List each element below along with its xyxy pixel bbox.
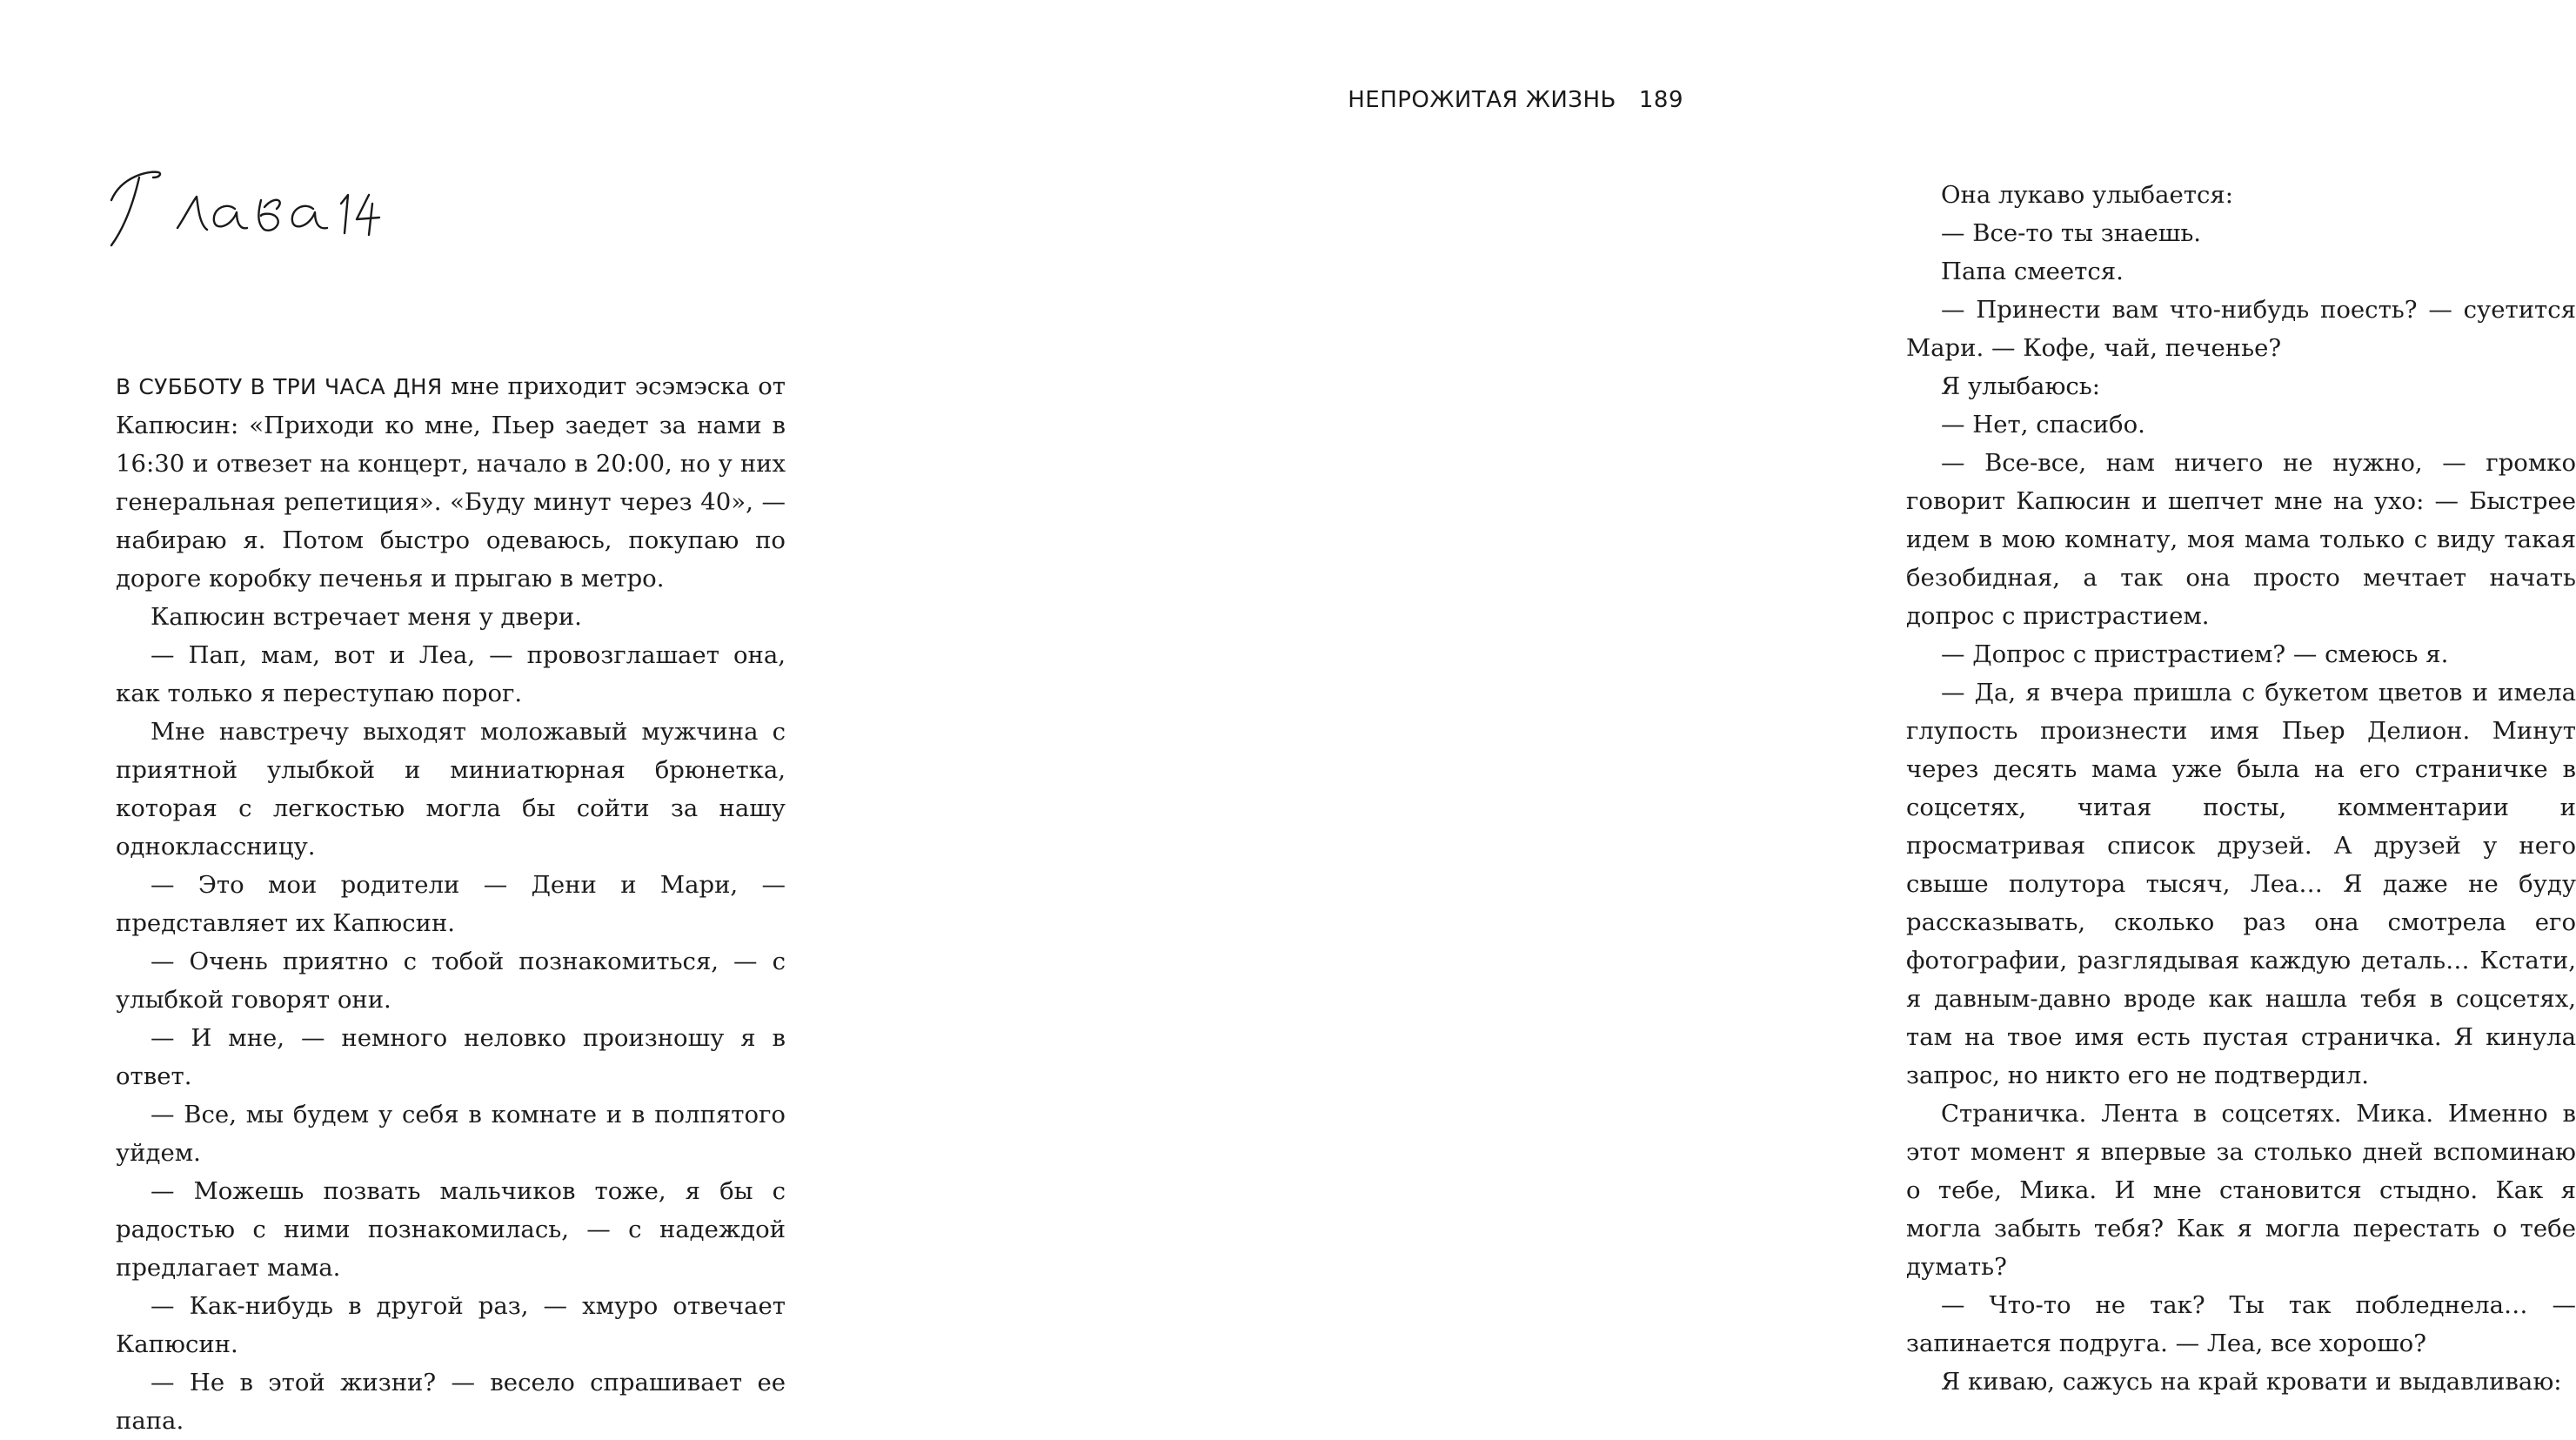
paragraph: — Нет, спасибо. [1941,411,2145,439]
paragraph: — Это мои родители — Дени и Мари, — представляет их Капюсин. [116,871,786,937]
paragraph: — Да, я вчера пришла с букетом цветов и имела глупость произнести имя Пьер Делион. Минут через десять мама уже была на его страничке в соцсетях, читая посты, комментарии и просматривая список друзей. А друзей у него свыше полутора тысяч, Леа… Я даже не буду рассказывать, сколько раз она смотрела его фотографии, разглядывая каждую деталь… Кстати, я давным-давно вроде как нашла тебя в соцсетях, там на твое имя есть пустая страничка. Я кинула запрос, но никто его не подтвердил. [1906,679,2576,1089]
paragraph: Я улыбаюсь: [1941,372,2101,400]
page-number: 189 [1638,87,1683,113]
paragraph: — Допрос с пристрастием? — смеюсь я. [1941,640,2449,668]
running-head [1348,87,1683,113]
paragraph: — Что-то не так? Ты так побледнела… — запинается подруга. — Леа, все хорошо? [1906,1291,2576,1357]
left-page [0,0,891,1435]
paragraph: — Все-то ты знаешь. [1941,219,2202,247]
opening-paragraph [116,367,786,598]
paragraph: — Очень приятно с тобой познакомиться, — с улыбкой говорят они. [116,948,786,1014]
paragraph: Она лукаво улыбается: [1941,181,2234,209]
paragraph: Я киваю, сажусь на край кровати и выдавливаю: [1941,1368,2562,1396]
chapter-heading-script [104,165,383,261]
opening-paragraph-text: мне приходит эсэмэска от Капюсин: «Приходи ко мне, Пьер заедет за нами в 16:30 и отвезет на концерт, начало в 20:00, но у них генеральная репетиция». «Буду минут через 40», — набираю я. Потом быстро одеваюсь, покупаю по дороге коробку печенья и прыгаю в метро. [116,372,786,593]
running-head-title: НЕПРОЖИТАЯ ЖИЗНЬ [1348,87,1616,113]
paragraph: Страничка. Лента в соцсетях. Мика. Именно в этот момент я впервые за столько дней вспоминаю о тебе, Мика. И мне становится стыдно. Как я могла забыть тебя? Как я могла перестать о тебе думать? [1906,1100,2576,1281]
paragraph: — Как-нибудь в другой раз, — хмуро отвечает Капюсин. [116,1292,786,1358]
chapter-heading [104,165,383,261]
paragraph: — Не в этой жизни? — весело спрашивает ее папа. [116,1369,786,1435]
lead-caps: В СУББОТУ В ТРИ ЧАСА ДНЯ [116,374,443,399]
paragraph: — Принести вам что-нибудь поесть? — суетится Мари. — Кофе, чай, печенье? [1906,296,2576,362]
right-page-text [1906,176,2576,1401]
left-page-text [116,367,786,1440]
paragraph: — Все, мы будем у себя в комнате и в полпятого уйдем. [116,1101,786,1167]
paragraph: Мне навстречу выходят моложавый мужчина с приятной улыбкой и миниатюрная брюнетка, которая с легкостью могла бы сойти за нашу одноклассницу. [116,718,786,861]
paragraph: Капюсин встречает меня у двери. [151,603,582,631]
paragraph: Папа смеется. [1941,258,2124,285]
paragraph: — Пап, мам, вот и Леа, — провозглашает она, как только я переступаю порог. [116,641,786,707]
paragraph: — Можешь позвать мальчиков тоже, я бы с радостью с ними познакомилась, — с надеждой предлагает мама. [116,1177,786,1282]
right-page [891,0,2576,1425]
paragraph: — Все-все, нам ничего не нужно, — громко говорит Капюсин и шепчет мне на ухо: — Быстрее идем в мою комнату, моя мама только с виду такая безобидная, а так она просто мечтает начать допрос с пристрастием. [1906,449,2576,630]
paragraph: — И мне, — немного неловко произношу я в ответ. [116,1024,786,1090]
